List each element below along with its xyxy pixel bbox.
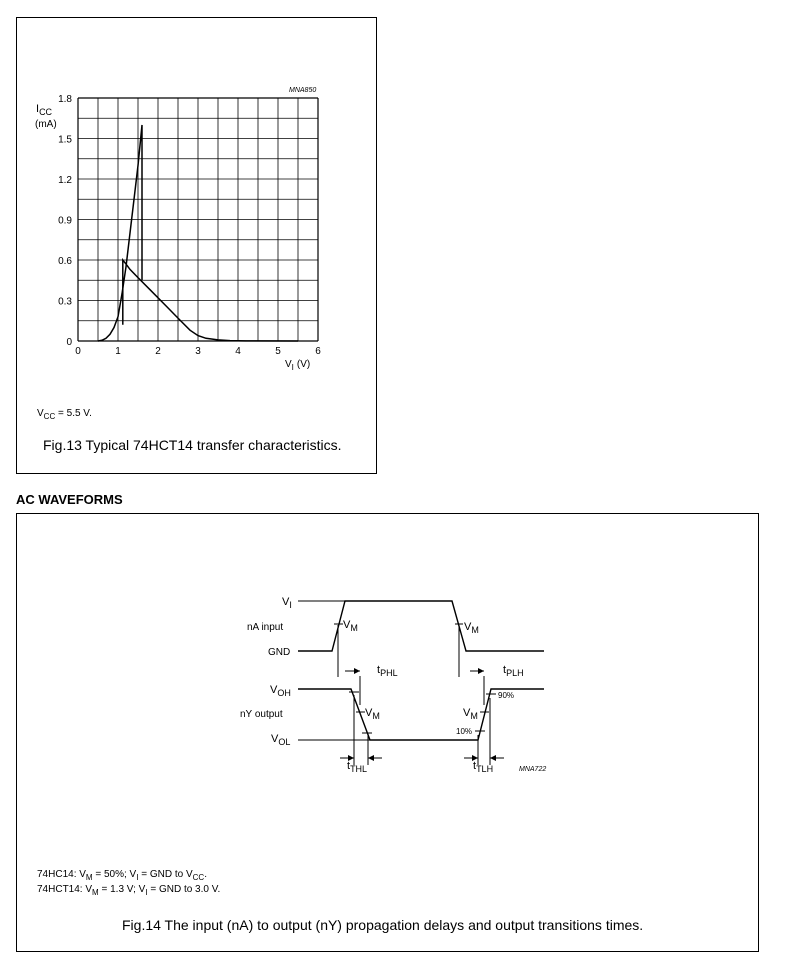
fig13-yunit: (mA): [35, 119, 57, 130]
fig13-ylabel: $I_{CC}$: [36, 103, 53, 117]
section-heading: AC WAVEFORMS: [16, 492, 123, 507]
pct10-label: 10%: [456, 727, 473, 736]
fig13-note: $V_{CC} = 5.5$ V.: [37, 408, 92, 421]
x-tick-label: 4: [235, 346, 241, 357]
fig13-code: MNA850: [289, 87, 317, 94]
tplh-label: $t_{PLH}$: [503, 664, 524, 678]
vm-label-output-fall: $V_M$: [365, 707, 380, 721]
vm-label-input-fall: $V_M$: [464, 621, 479, 635]
vol-label: $V_{OL}$: [271, 733, 291, 747]
x-tick-label: 6: [315, 346, 321, 357]
x-tick-label: 0: [75, 346, 81, 357]
ny-output-label: nY output: [240, 709, 283, 720]
y-tick-label: 1.2: [58, 175, 72, 186]
pct90-label: 90%: [498, 691, 515, 700]
tphl-label: $t_{PHL}$: [377, 664, 398, 678]
x-tick-label: 5: [275, 346, 281, 357]
gnd-label: GND: [268, 647, 291, 658]
vi-label: $V_I$: [282, 596, 292, 610]
y-tick-label: 0.3: [58, 296, 72, 308]
y-tick-label: 1.5: [58, 134, 72, 146]
fig14-note-line2: 74HCT14: $V_M = 1.3$ V; $V_I$ = GND to 3.0 V.: [37, 884, 221, 897]
input-waveform: [298, 601, 544, 651]
y-tick-label: 0.6: [58, 256, 72, 267]
fig14-caption: Fig.14 The input (nA) to output (nY) propagation delays and output transitions times.: [122, 917, 644, 933]
tthl-label: $t_{THL}$: [347, 760, 368, 774]
fig14-code: MNA722: [519, 766, 547, 773]
fig13-caption: Fig.13 Typical 74HCT14 transfer characteristics.: [43, 437, 342, 453]
y-tick-label: 1.8: [58, 94, 72, 105]
y-tick-label: 0.9: [58, 215, 72, 227]
vm-label-output-rise: $V_M$: [463, 707, 478, 721]
x-tick-label: 2: [155, 346, 161, 357]
fig14-note-line1: 74HC14: $V_M = 50\%$; $V_I$ = GND to $V_{CC}$.: [37, 869, 207, 882]
y-tick-label: 0: [66, 337, 72, 348]
x-tick-label: 3: [195, 346, 201, 357]
voh-label: $V_{OH}$: [270, 684, 291, 698]
na-input-label: nA input: [247, 622, 284, 633]
ttlh-label: $t_{TLH}$: [473, 760, 494, 774]
vm-label-input-rise: $V_M$: [343, 619, 358, 633]
fig13-xlabel: $V_I$ (V): [285, 359, 311, 372]
x-tick-label: 1: [115, 346, 121, 357]
